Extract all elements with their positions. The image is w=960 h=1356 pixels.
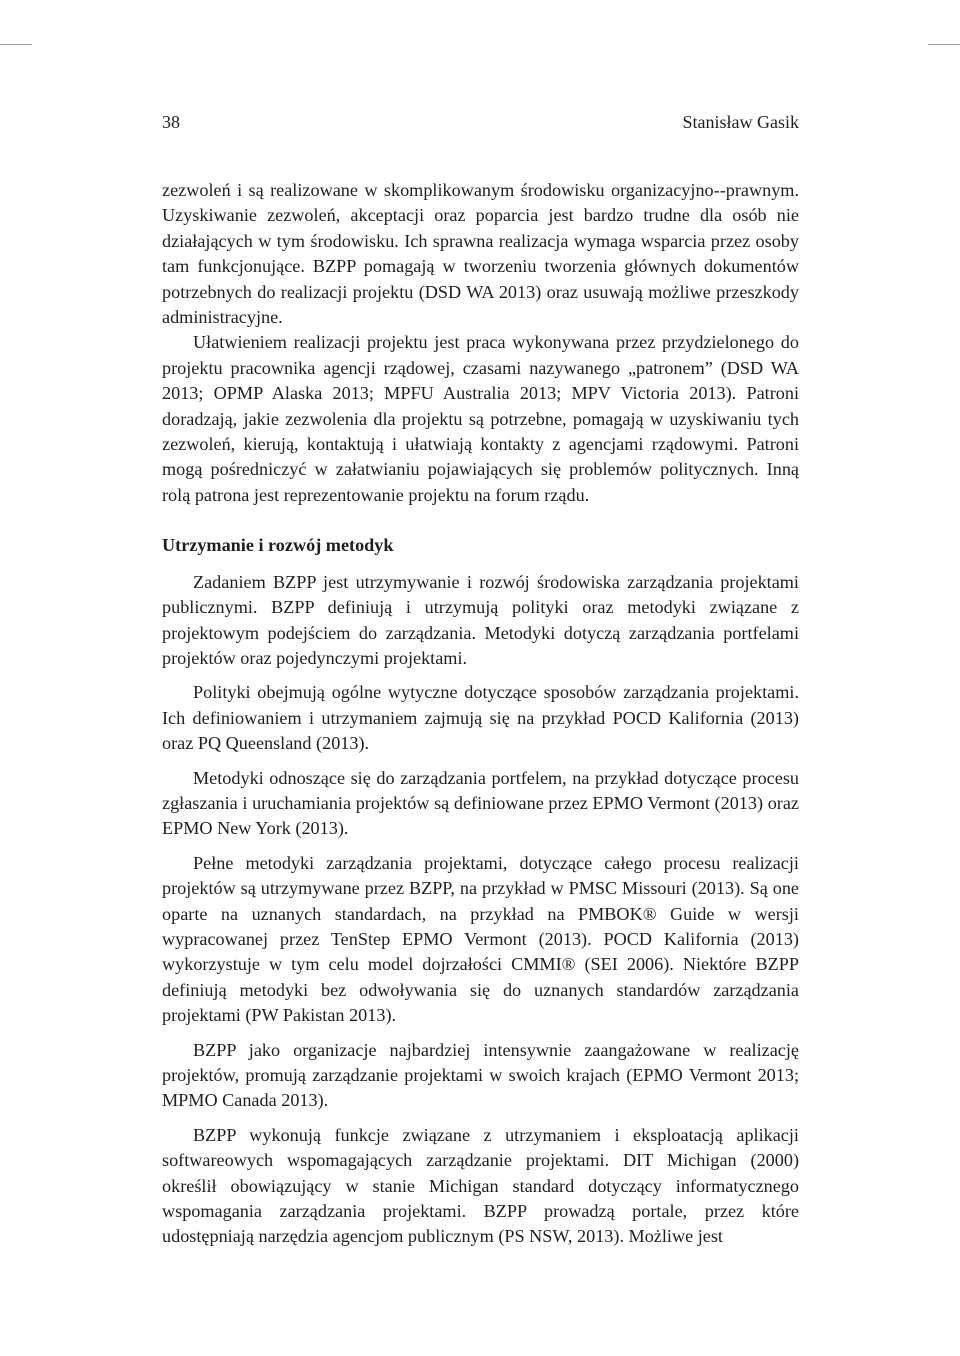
crop-mark-left bbox=[0, 44, 32, 45]
running-head-author: Stanisław Gasik bbox=[682, 112, 799, 132]
section-heading: Utrzymanie i rozwój metodyk bbox=[162, 535, 394, 556]
paragraph-section-intro: Zadaniem BZPP jest utrzymywanie i rozwój środowiska zarządzania projektami publicznymi. BZPP definiują i utrzymują polityki oraz metodyki związane z projektowym podejściem do zarządzania. Metodyki dotyczą zarządzania portfelami projektów oraz pojedynczymi projektami. bbox=[162, 571, 799, 668]
paragraph-software: BZPP wykonują funkcje związane z utrzymaniem i eksploatacją aplikacji softwareowych wspomagających zarządzanie projektami. DIT Michigan (2000) określił obowiązujący w stanie Michigan standard dotyczący informatycznego wspomagania zarządzania projektami. BZPP prowadzą portale, przez które udostępniają narzędzia agencjom publicznym (PS NSW, 2013). Możliwe jest bbox=[162, 1124, 799, 1247]
page-number: 38 bbox=[162, 112, 180, 132]
paragraph-policies: Polityki obejmują ogólne wytyczne dotyczące sposobów zarządzania projektami. Ich definiowaniem i utrzymaniem zajmują się na przykład POCD Kalifornia (2013) oraz PQ Queensland (2013). bbox=[162, 682, 799, 754]
crop-mark-right bbox=[928, 44, 960, 45]
body-text bbox=[162, 178, 799, 1250]
paragraph-portfolio-methods: Metodyki odnoszące się do zarządzania portfelem, na przykład dotyczące procesu zgłaszania i uruchamiania projektów są definiowane przez EPMO Vermont (2013) oraz EPMO New York (2013). bbox=[162, 767, 799, 839]
paragraph-continuation: zezwoleń i są realizowane w skomplikowanym środowisku organizacyjno--prawnym. Uzyskiwanie zezwoleń, akceptacji oraz poparcia jest bardzo trudne dla osób nie działających w tym środowisku. Ich sprawna realizacja wymaga wsparcia przez osoby tam funkcjonujące. BZPP pomagają w tworzeniu tworzenia głównych dokumentów potrzebnych do realizacji projektu (DSD WA 2013) oraz usuwają możliwe przeszkody administracyjne. bbox=[162, 180, 799, 328]
paragraph-promotion: BZPP jako organizacje najbardziej intensywnie zaangażowane w realizację projektów, promują zarządzanie projektami w swoich krajach (EPMO Vermont 2013; MPMO Canada 2013). bbox=[162, 1039, 799, 1111]
paragraph-patron: Ułatwieniem realizacji projektu jest praca wykonywana przez przydzielonego do projektu pracownika agencji rządowej, czasami nazywanego „patronem” (DSD WA 2013; OPMP Alaska 2013; MPFU Australia 2013; MPV Victoria 2013). Patroni doradzają, jakie zezwolenia dla projektu są potrzebne, pomagają w uzyskiwaniu tych zezwoleń, kierują, kontaktują i ułatwiają kontakty z agencjami rządowymi. Patroni mogą pośredniczyć w załatwianiu pojawiających się problemów politycznych. Inną rolą patrona jest reprezentowanie projektu na forum rządu. bbox=[162, 332, 799, 505]
paragraph-full-methods: Pełne metodyki zarządzania projektami, dotyczące całego procesu realizacji projektów są utrzymywane przez BZPP, na przykład w PMSC Missouri (2013). Są one oparte na uznanych standardach, na przykład na PMBOK® Guide w wersji wypracowanej przez TenStep EPMO Vermont (2013). POCD Kalifornia (2013) wykorzystuje w tym celu model dojrzałości CMMI® (SEI 2006). Niektóre BZPP definiują metodyki bez odwoływania się do uznanych standardów zarządzania projektami (PW Pakistan 2013). bbox=[162, 852, 799, 1026]
